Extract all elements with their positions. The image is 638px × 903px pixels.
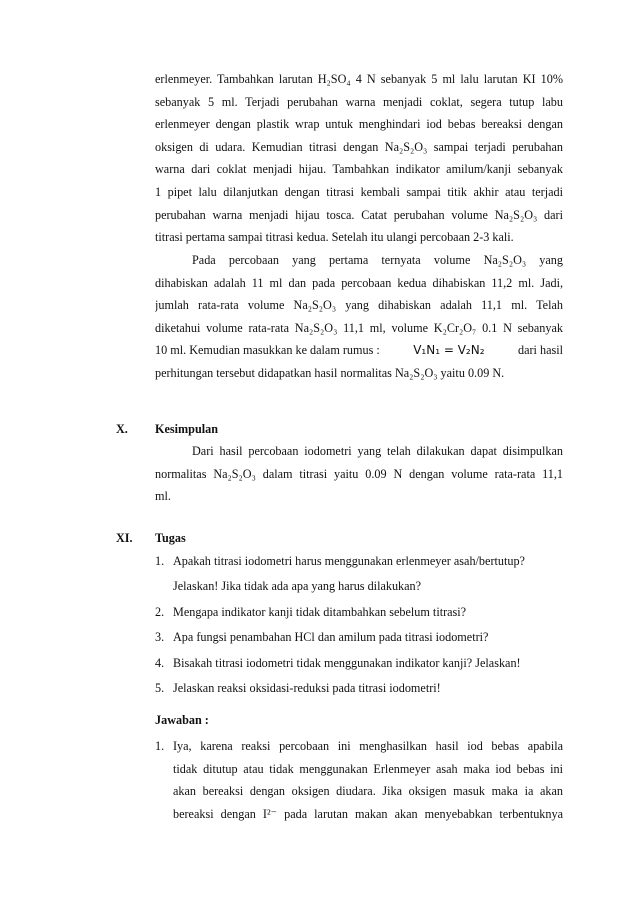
- paragraph-line: oksigen di udara. Kemudian titrasi dengan Na₂S₂O₃ sampai terjadi perubahan: [155, 139, 563, 154]
- task-list: [155, 549, 563, 701]
- list-text: Apakah titrasi iodometri harus menggunakan erlenmeyer asah/bertutup?: [173, 554, 525, 568]
- normality-formula: V₁N₁ = V₂N₂: [413, 343, 485, 358]
- list-number: 1.: [155, 554, 165, 568]
- list-number: 5.: [155, 680, 165, 695]
- paragraph-line: tidak ditutup atau tidak menggunakan Erlenmeyer asah maka iod bebas ini: [173, 761, 563, 776]
- formula-line-text: 10 ml. Kemudian masukkan ke dalam rumus :: [155, 343, 380, 358]
- paragraph-line: erlenmeyer. Tambahkan larutan H₂SO₄ 4 N sebanyak 5 ml lalu larutan KI 10%: [155, 72, 563, 86]
- formula-line: [155, 339, 563, 362]
- list-item: [155, 625, 563, 650]
- paragraph-line: perubahan warna menjadi hijau tosca. Catat perubahan volume Na₂S₂O₃ dari: [155, 207, 563, 222]
- section-number: X.: [116, 422, 128, 436]
- paragraph-line: sebanyak 5 ml. Terjadi perubahan warna menjadi coklat, segera tutup labu: [155, 94, 563, 109]
- paragraph-line: titrasi pertama sampai titrasi kedua. Setelah itu ulangi percobaan 2-3 kali.: [155, 230, 514, 245]
- list-item: [155, 574, 563, 599]
- list-item: [155, 600, 563, 625]
- conclusion-paragraph: [155, 440, 563, 508]
- paragraph-line: 1 pipet lalu dilanjutkan dengan titrasi kembali sampai titik akhir atau terjadi: [155, 184, 563, 199]
- list-text: Apa fungsi penambahan HCl dan amilum pada titrasi iodometri?: [173, 630, 489, 645]
- list-text: Mengapa indikator kanji tidak ditambahkan sebelum titrasi?: [173, 604, 467, 619]
- list-number: 4.: [155, 655, 165, 670]
- paragraph-line: perhitungan tersebut didapatkan hasil normalitas Na₂S₂O₃ yaitu 0.09 N.: [155, 365, 505, 380]
- paragraph-line: dihabiskan adalah 11 ml dan pada percobaan kedua dihabiskan 11,2 ml. Jadi,: [155, 275, 563, 290]
- list-number: 2.: [155, 604, 165, 619]
- list-text: Jelaskan reaksi oksidasi-reduksi pada titrasi iodometri!: [173, 680, 441, 695]
- list-text: Bisakah titrasi iodometri tidak menggunakan indikator kanji? Jelaskan!: [173, 655, 521, 670]
- formula-line-text: dari hasil: [517, 343, 563, 358]
- paragraph-line: Pada percobaan yang pertama ternyata volume Na₂S₂O₃ yang: [192, 253, 563, 267]
- section-heading-tugas: [0, 527, 638, 549]
- paragraph-line: ml.: [155, 489, 171, 504]
- paragraph-line: akan bereaksi dengan oksigen diudara. Jika oksigen masuk maka ia akan: [173, 784, 563, 799]
- results-paragraph: [155, 249, 563, 385]
- section-title: Tugas: [155, 531, 186, 545]
- paragraph-line: Dari hasil percobaan iodometri yang telah dilakukan dapat disimpulkan: [192, 444, 563, 458]
- list-item: [155, 549, 563, 574]
- list-number: 3.: [155, 630, 165, 645]
- section-title: Kesimpulan: [155, 422, 218, 436]
- paragraph-line: jumlah rata-rata volume Na₂S₂O₃ yang dihabiskan adalah 11,1 ml. Telah: [155, 298, 563, 313]
- paragraph-line: Iya, karena reaksi percobaan ini menghasilkan hasil iod bebas apabila: [173, 739, 563, 753]
- paragraph-line: normalitas Na₂S₂O₃ dalam titrasi yaitu 0.09 N dengan volume rata-rata 11,1: [155, 466, 563, 481]
- paragraph-line: diketahui volume rata-rata Na₂S₂O₃ 11,1 ml, volume K₂Cr₂O₇ 0.1 N sebanyak: [155, 320, 563, 335]
- paragraph-line: bereaksi dengan I²⁻ pada larutan makan akan menyebabkan terbentuknya: [173, 806, 563, 821]
- answers-heading: Jawaban :: [155, 713, 209, 727]
- paragraph-line: warna dari coklat menjadi hijau. Tambahkan indikator amilum/kanji sebanyak: [155, 162, 563, 177]
- paragraph-line: erlenmeyer dengan plastik wrap untuk menghindari iod bebas bereaksi dengan: [155, 117, 563, 132]
- section-heading-kesimpulan: [0, 418, 638, 440]
- list-item: [155, 651, 563, 676]
- procedure-paragraph: [155, 68, 563, 249]
- section-number: XI.: [116, 531, 133, 545]
- answer-item: [155, 735, 563, 825]
- list-number: 1.: [155, 739, 165, 753]
- list-text: Jelaskan! Jika tidak ada apa yang harus dilakukan?: [173, 579, 422, 594]
- list-item: [155, 676, 563, 701]
